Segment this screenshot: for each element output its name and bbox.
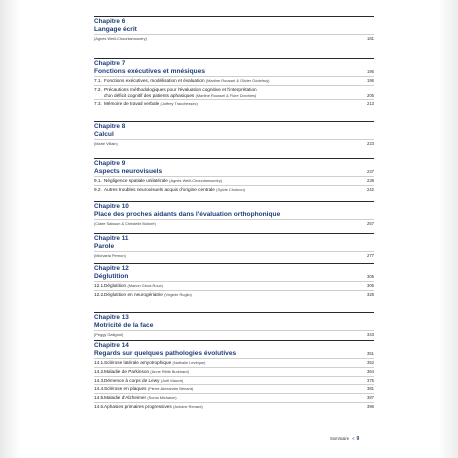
author-name: (Marion Girod-Roux) — [127, 283, 163, 288]
chapter-number: Chapitre 8 — [94, 123, 126, 130]
page-number: 375 — [367, 377, 374, 383]
chapter-block — [94, 312, 374, 338]
author-name: (Martine Roussel & Olivier Godefroy) — [205, 78, 270, 83]
chapter-number: Chapitre 9 — [94, 160, 126, 167]
section-title: Déglutition en neurogériatrie — [104, 291, 163, 297]
divider — [94, 367, 374, 368]
chapter-title-row[interactable] — [94, 322, 374, 330]
section-title: Précautions méthodologiques pour l'évaluation cognitive et l'interprétation — [104, 86, 257, 92]
divider — [94, 402, 374, 403]
chapter-title-row[interactable] — [94, 211, 374, 219]
page-number: 352 — [367, 360, 374, 365]
toc-entry[interactable] — [94, 253, 374, 259]
chapter-number: Chapitre 11 — [94, 235, 129, 242]
chapter-page-number: 237 — [367, 168, 374, 174]
author-name: (Joël Macoir) — [160, 377, 184, 383]
page-number: 9 — [356, 436, 360, 442]
page-number: 396 — [367, 403, 374, 409]
page-number: 387 — [367, 395, 374, 401]
author-name: (Agnès Weill-Chounlamountry) — [94, 36, 147, 41]
chapter-title: Regards sur quelques pathologies évolutives — [94, 349, 237, 357]
page-number: 196 — [367, 78, 374, 83]
toc-entry[interactable] — [94, 283, 374, 289]
toc-entry[interactable] — [94, 404, 374, 410]
toc-entry[interactable] — [94, 395, 374, 401]
chapter-title: Aspects neurovisuels — [94, 167, 163, 175]
section-number: 14.5. — [94, 395, 105, 401]
chapter-block — [94, 201, 374, 227]
section-title: Négligence spatiale unilatérale — [104, 178, 168, 183]
chapter-block — [94, 121, 374, 147]
author-name: (Anne Rittié Burkhard) — [150, 368, 189, 374]
page-number: 277 — [367, 253, 374, 258]
page-number: 306 — [367, 283, 374, 288]
page-number: 257 — [367, 221, 374, 226]
page-number: 205 — [367, 92, 374, 98]
chapter-block — [94, 263, 374, 298]
page-number: 238 — [367, 178, 374, 183]
divider — [94, 330, 374, 331]
author-name: (Pierre-Alexandre Bénard) — [147, 386, 194, 392]
author-name: (Martine Roussel & Flore Dorchies) — [195, 92, 257, 98]
toc-entry[interactable] — [94, 332, 374, 338]
toc-entry[interactable] — [94, 292, 374, 298]
chapter-number: Chapitre 7 — [94, 60, 126, 67]
author-name: (Peggy Gatignol) — [94, 332, 124, 337]
page-footer — [330, 436, 359, 442]
author-name: (Marie Villain) — [94, 141, 118, 146]
toc-entry[interactable] — [94, 378, 374, 384]
toc-entry[interactable] — [94, 93, 374, 99]
chapter-title-row[interactable] — [94, 68, 374, 76]
section-title: Aphasies primaires progressives — [104, 403, 172, 409]
chapter-number: Chapitre 10 — [94, 203, 129, 210]
toc-entry[interactable] — [94, 78, 374, 84]
page-number: 181 — [367, 36, 374, 41]
section-title: Mémoire de travail verbale — [104, 101, 160, 107]
divider — [94, 185, 374, 186]
section-title: Sclérose en plaques — [104, 386, 147, 392]
author-name: (Sylvie Chokron) — [216, 186, 245, 192]
section-number: 7.3. — [94, 101, 102, 107]
chapter-title-row[interactable] — [94, 168, 374, 176]
chapter-number: Chapitre 12 — [94, 265, 129, 272]
divider — [94, 99, 374, 100]
divider — [94, 393, 374, 394]
toc-entry[interactable] — [94, 360, 374, 366]
author-name: (Nathalie Levêque) — [172, 360, 206, 365]
section-number: 14.2. — [94, 368, 105, 374]
page-number: 381 — [367, 386, 374, 392]
section-number: 12.1. — [94, 283, 105, 288]
section-number: 9.1. — [94, 178, 102, 183]
author-name: (Claire Saisson & Christelle Bolloré) — [94, 221, 156, 226]
chapter-title: Place des proches aidants dans l'évaluation orthophonique — [94, 210, 281, 218]
divider — [94, 384, 374, 385]
divider — [94, 358, 374, 359]
page-number: 213 — [367, 101, 374, 107]
section-title: Fonctions exécutives, modélisation et évaluation — [104, 78, 205, 83]
section-number: 7.1. — [94, 78, 102, 83]
chapter-title: Langage écrit — [94, 25, 137, 33]
author-name: (Virginie Ruglio) — [164, 291, 192, 297]
section-title: Maladie de Parkinson — [104, 368, 150, 374]
toc-entry[interactable] — [94, 36, 374, 42]
section-title: Autres troubles neurovisuels acquis d'origine centrale — [104, 186, 215, 192]
section-number: 14.1. — [94, 360, 105, 365]
chapter-number: Chapitre 13 — [94, 314, 129, 321]
page-number: 242 — [367, 186, 374, 192]
toc-entry[interactable] — [94, 101, 374, 107]
section-title: Démence à corps de Lewy — [104, 377, 160, 383]
divider — [94, 85, 374, 86]
chapter-page-number: 305 — [367, 273, 374, 279]
chapter-page-number: 351 — [367, 350, 374, 356]
chapter-title: Parole — [94, 242, 115, 250]
chapter-title-row[interactable] — [94, 350, 374, 358]
footer-label: Sommaire — [330, 436, 350, 441]
chapter-block — [94, 58, 374, 107]
divider — [94, 376, 374, 377]
author-name: (Joffrey Trauchessec) — [160, 101, 198, 107]
chapter-title: Motricité de la face — [94, 321, 154, 329]
toc-entry[interactable] — [94, 178, 374, 184]
toc-entry[interactable] — [94, 369, 374, 375]
section-title: Déglutition — [104, 283, 127, 288]
author-name: (Michaela Pernon) — [94, 253, 126, 258]
divider — [94, 139, 374, 140]
chapter-page-number: 195 — [367, 68, 374, 74]
page-number: 328 — [367, 291, 374, 297]
page-number: 343 — [367, 332, 374, 337]
chapter-block — [94, 16, 374, 42]
divider — [94, 281, 374, 282]
chapter-number: Chapitre 14 — [94, 342, 129, 349]
section-title: Sclérose latérale amyotrophique — [104, 360, 172, 365]
chapter-title: Fonctions exécutives et mnésiques — [94, 67, 206, 75]
author-name: (Agnès Weill-Chounlamountry) — [169, 178, 223, 183]
author-name: (Antoine Renard) — [173, 403, 203, 409]
toc-entry[interactable] — [94, 187, 374, 193]
divider — [94, 76, 374, 77]
toc-entry[interactable] — [94, 221, 374, 227]
divider — [94, 251, 374, 252]
page-number: 364 — [367, 368, 374, 374]
section-number: 9.2. — [94, 186, 102, 192]
page-number: 223 — [367, 141, 374, 146]
divider — [94, 219, 374, 220]
section-number: 14.4. — [94, 386, 105, 392]
toc-entry[interactable] — [94, 141, 374, 147]
divider — [94, 176, 374, 177]
divider — [94, 290, 374, 291]
divider — [94, 34, 374, 35]
section-number: 12.2. — [94, 291, 105, 297]
toc-entry[interactable] — [94, 386, 374, 392]
chapter-number: Chapitre 6 — [94, 18, 126, 25]
section-number: 7.2. — [94, 86, 102, 92]
chapter-title: Calcul — [94, 130, 114, 138]
chapter-title: Déglutition — [94, 272, 129, 280]
chapter-title-row[interactable] — [94, 243, 374, 251]
chapter-block — [94, 158, 374, 193]
chapter-title-row[interactable] — [94, 273, 374, 281]
author-name: (Sonia Michalon) — [147, 395, 177, 401]
section-number: 14.6. — [94, 403, 105, 409]
chapter-block — [94, 233, 374, 259]
chapter-title-row[interactable] — [94, 26, 374, 34]
section-title: d'un déficit cognitif des patients aphasiques — [104, 92, 195, 98]
chapter-block — [94, 340, 374, 410]
section-title: Maladie d'Alzheimer — [104, 395, 147, 401]
section-number: 14.3. — [94, 377, 105, 383]
back-arrow-icon[interactable]: < — [352, 436, 355, 441]
chapter-title-row[interactable] — [94, 131, 374, 139]
